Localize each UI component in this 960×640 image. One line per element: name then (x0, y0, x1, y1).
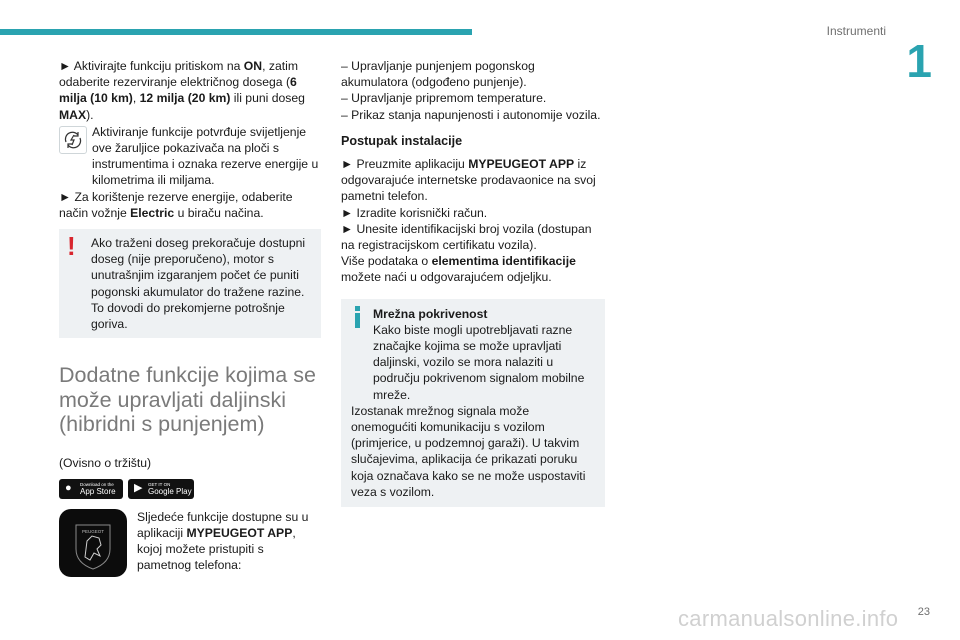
app-intro (59, 509, 321, 579)
indicator-lamp-note: Aktiviranje funkcije potvrđuje svijetljenje ove žaruljice pokazivača na ploči s instrumentima i oznaka rezerve energije u kilometrima ili miljama. (59, 124, 321, 189)
app-intro-text: Sljedeće funkcije dostupne su u aplikaciji MYPEUGEOT APP, kojoj možete pristupiti s pametnog telefona: (137, 509, 309, 573)
electric-mode-instruction: ► Za korištenje rezerve energije, odaberite način vožnje Electric u biraču načina. (59, 189, 293, 220)
identification-reference: Više podataka o elementima identifikacije možete naći u odgovarajućem odjeljku. (341, 254, 576, 285)
page-number: 23 (917, 606, 930, 618)
info-title: Mrežna pokrivenost (373, 306, 488, 321)
info-icon (352, 306, 366, 328)
feature-item: – Upravljanje punjenjem pogonskog akumulatora (odgođeno punjenje). (341, 59, 535, 90)
info-text: Kako biste mogli upotrebljavati razne značajke kojima se može upravljati daljinski, vozilo se mora nalaziti u području pokrivenom signalom mobilne mreže. (373, 322, 585, 402)
charge-reserve-lamp-icon (59, 126, 87, 154)
google-play-icon: ▶ (134, 481, 143, 494)
chapter-number: 1 (906, 35, 932, 87)
section-title: Dodatne funkcije kojima se može upravljati daljinski (hibridni s punjenjem) (59, 363, 316, 437)
availability-note: (Ovisno o tržištu) (59, 455, 152, 470)
brand-wordmark: PEUGEOT (81, 528, 105, 534)
install-step: ► Unesite identifikacijski broj vozila (dostupan na registracijskom certifikatu vozila). (341, 221, 592, 253)
left-column (59, 58, 321, 579)
info-text: Izostanak mrežnog signala može onemogućiti komunikaciju s vozilom (primjerice, u podzemnoj garaži). U takvim slučajevima, aplikacija će prikazati poruku koja označava kako se ne može uspostaviti veza s vozilom. (351, 403, 586, 499)
app-store-badge[interactable]: ● Download on the App Store (59, 479, 123, 499)
install-step: ► Preuzmite aplikaciju MYPEUGEOT APP iz odgovarajuće internetske prodavaonice na svoj pametni telefon. (341, 157, 596, 204)
mypeugeot-app-icon (59, 509, 127, 577)
header-accent-bar (0, 29, 472, 35)
store-badges (59, 479, 321, 499)
feature-item: – Prikaz stanja napunjenosti i autonomije vozila. (341, 107, 601, 122)
apple-icon: ● (65, 481, 72, 494)
warning-text: Ako traženi doseg prekoračuje dostupni doseg (nije preporučeno), motor s unutrašnjim izgaranjem počet će puniti pogonski akumulator do tražene razine. To dovodi do prekomjerne potrošnje goriva. (91, 236, 306, 332)
install-heading: Postupak instalacije (341, 133, 463, 148)
google-play-badge[interactable]: ▶ GET IT ON Google Play (128, 479, 194, 499)
right-column (341, 58, 605, 507)
feature-item: – Upravljanje pripremom temperature. (341, 91, 547, 106)
warning-exclamation-icon: ! (67, 231, 76, 262)
info-box (341, 299, 605, 507)
install-step: ► Izradite korisnički račun. (341, 205, 488, 220)
activate-instruction: ► Aktivirajte funkciju pritiskom na ON, zatim odaberite rezerviranje električnog dosega (6 milja (10 km), 12 milja (20 km) ili puni doseg MAX). (59, 59, 305, 122)
section-header-title: Instrumenti (826, 24, 886, 38)
warning-box (59, 229, 321, 338)
watermark: carmanualsonline.info (678, 606, 899, 631)
